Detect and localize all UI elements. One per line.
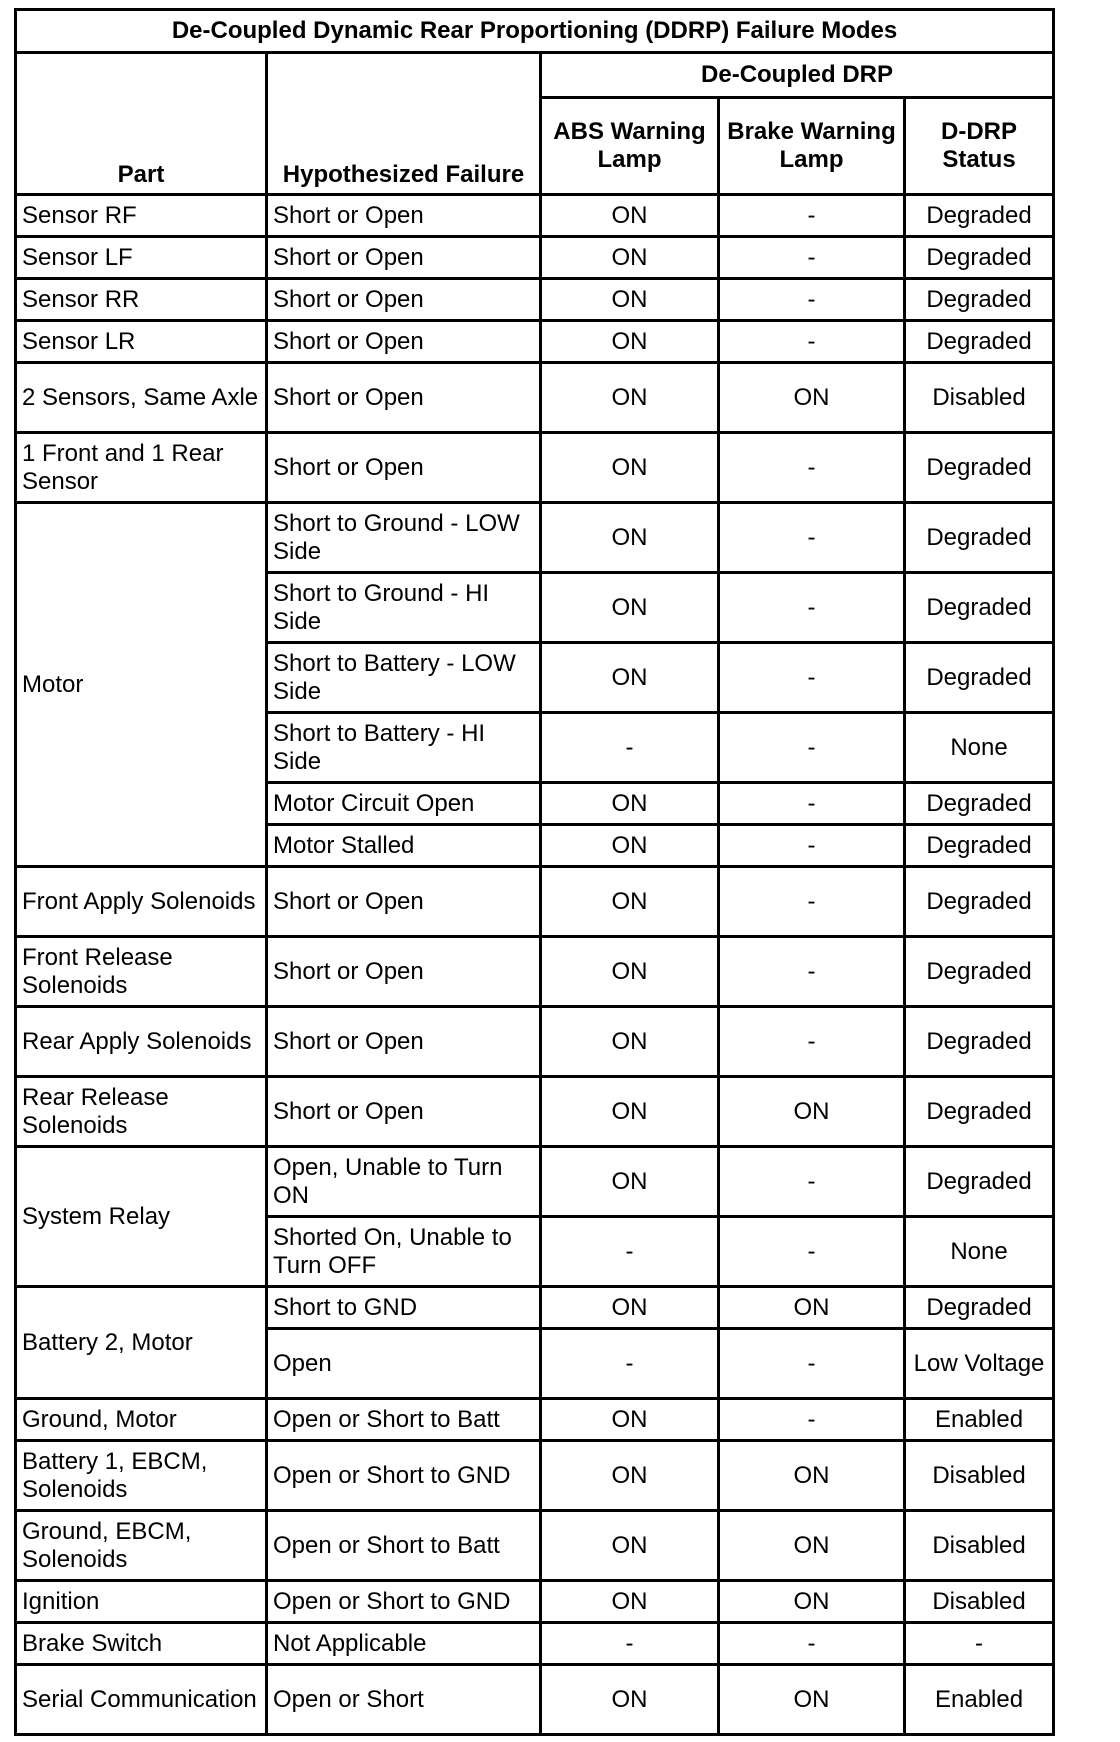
- part-cell: Sensor RR: [16, 279, 267, 321]
- failure-cell: Short or Open: [267, 363, 541, 433]
- brake-lamp-cell: ON: [719, 1581, 905, 1623]
- failure-cell: Open or Short to GND: [267, 1581, 541, 1623]
- failure-cell: Not Applicable: [267, 1623, 541, 1665]
- failure-cell: Open or Short to Batt: [267, 1399, 541, 1441]
- failure-cell: Open: [267, 1329, 541, 1399]
- part-cell: Front Apply Solenoids: [16, 867, 267, 937]
- table-row: [16, 363, 1054, 433]
- abs-lamp-cell: ON: [541, 195, 719, 237]
- failure-cell: Motor Circuit Open: [267, 783, 541, 825]
- part-cell: Ground, EBCM, Solenoids: [16, 1511, 267, 1581]
- abs-lamp-cell: ON: [541, 1399, 719, 1441]
- failure-cell: Short to Battery - LOW Side: [267, 643, 541, 713]
- status-cell: Degraded: [905, 195, 1054, 237]
- table-row: [16, 503, 1054, 573]
- failure-cell: Short or Open: [267, 937, 541, 1007]
- table-row: [16, 937, 1054, 1007]
- table-row: [16, 1623, 1054, 1665]
- abs-lamp-cell: ON: [541, 825, 719, 867]
- abs-lamp-cell: ON: [541, 1147, 719, 1217]
- brake-lamp-cell: -: [719, 279, 905, 321]
- abs-lamp-cell: ON: [541, 1441, 719, 1511]
- status-cell: Enabled: [905, 1399, 1054, 1441]
- part-cell: Ignition: [16, 1581, 267, 1623]
- failure-cell: Short or Open: [267, 237, 541, 279]
- status-cell: Disabled: [905, 1581, 1054, 1623]
- status-cell: Degraded: [905, 643, 1054, 713]
- failure-cell: Open, Unable to Turn ON: [267, 1147, 541, 1217]
- status-cell: Degraded: [905, 867, 1054, 937]
- table-row: [16, 237, 1054, 279]
- part-cell: Sensor RF: [16, 195, 267, 237]
- abs-lamp-cell: ON: [541, 783, 719, 825]
- brake-lamp-cell: -: [719, 937, 905, 1007]
- status-cell: Degraded: [905, 825, 1054, 867]
- column-header-brake-warning-lamp: Brake Warning Lamp: [719, 98, 905, 195]
- failure-cell: Short or Open: [267, 195, 541, 237]
- brake-lamp-cell: -: [719, 321, 905, 363]
- part-cell: Serial Communication: [16, 1665, 267, 1735]
- status-cell: Degraded: [905, 237, 1054, 279]
- table-row: [16, 195, 1054, 237]
- part-cell: Rear Apply Solenoids: [16, 1007, 267, 1077]
- table-row: [16, 1511, 1054, 1581]
- brake-lamp-cell: -: [719, 783, 905, 825]
- part-cell: Sensor LR: [16, 321, 267, 363]
- status-cell: Disabled: [905, 1511, 1054, 1581]
- table-row: [16, 1077, 1054, 1147]
- brake-lamp-cell: -: [719, 573, 905, 643]
- abs-lamp-cell: ON: [541, 503, 719, 573]
- brake-lamp-cell: ON: [719, 363, 905, 433]
- brake-lamp-cell: -: [719, 643, 905, 713]
- status-cell: None: [905, 713, 1054, 783]
- status-cell: Degraded: [905, 1147, 1054, 1217]
- failure-modes-document: [14, 8, 1052, 1736]
- column-header-d-drp-status: D-DRP Status: [905, 98, 1054, 195]
- failure-cell: Open or Short: [267, 1665, 541, 1735]
- status-cell: Degraded: [905, 783, 1054, 825]
- failure-cell: Open or Short to Batt: [267, 1511, 541, 1581]
- abs-lamp-cell: ON: [541, 279, 719, 321]
- status-cell: Enabled: [905, 1665, 1054, 1735]
- brake-lamp-cell: -: [719, 867, 905, 937]
- part-cell: Rear Release Solenoids: [16, 1077, 267, 1147]
- status-cell: Degraded: [905, 1287, 1054, 1329]
- status-cell: None: [905, 1217, 1054, 1287]
- abs-lamp-cell: ON: [541, 867, 719, 937]
- failure-cell: Shorted On, Unable to Turn OFF: [267, 1217, 541, 1287]
- table-title: De-Coupled Dynamic Rear Proportioning (DDRP) Failure Modes: [16, 10, 1054, 53]
- abs-lamp-cell: ON: [541, 1287, 719, 1329]
- abs-lamp-cell: ON: [541, 643, 719, 713]
- abs-lamp-cell: ON: [541, 1077, 719, 1147]
- abs-lamp-cell: -: [541, 713, 719, 783]
- table-row: [16, 1399, 1054, 1441]
- part-cell: Ground, Motor: [16, 1399, 267, 1441]
- table-row: [16, 1581, 1054, 1623]
- table-row: [16, 433, 1054, 503]
- failure-cell: Motor Stalled: [267, 825, 541, 867]
- abs-lamp-cell: ON: [541, 937, 719, 1007]
- brake-lamp-cell: ON: [719, 1511, 905, 1581]
- status-cell: Disabled: [905, 1441, 1054, 1511]
- failure-cell: Short to Ground - HI Side: [267, 573, 541, 643]
- failure-cell: Short or Open: [267, 1007, 541, 1077]
- abs-lamp-cell: -: [541, 1217, 719, 1287]
- status-cell: Degraded: [905, 321, 1054, 363]
- part-cell: Battery 1, EBCM, Solenoids: [16, 1441, 267, 1511]
- part-cell: Battery 2, Motor: [16, 1287, 267, 1399]
- abs-lamp-cell: ON: [541, 363, 719, 433]
- abs-lamp-cell: ON: [541, 1007, 719, 1077]
- abs-lamp-cell: ON: [541, 1581, 719, 1623]
- brake-lamp-cell: ON: [719, 1441, 905, 1511]
- abs-lamp-cell: ON: [541, 433, 719, 503]
- brake-lamp-cell: -: [719, 825, 905, 867]
- part-cell: System Relay: [16, 1147, 267, 1287]
- table-row: [16, 279, 1054, 321]
- status-cell: Degraded: [905, 573, 1054, 643]
- table-row: [16, 867, 1054, 937]
- brake-lamp-cell: -: [719, 503, 905, 573]
- column-header-hypothesized-failure: Hypothesized Failure: [267, 53, 541, 195]
- part-cell: 1 Front and 1 Rear Sensor: [16, 433, 267, 503]
- abs-lamp-cell: ON: [541, 321, 719, 363]
- brake-lamp-cell: ON: [719, 1077, 905, 1147]
- abs-lamp-cell: ON: [541, 1665, 719, 1735]
- brake-lamp-cell: ON: [719, 1665, 905, 1735]
- column-header-part: Part: [16, 53, 267, 195]
- abs-lamp-cell: -: [541, 1623, 719, 1665]
- status-cell: Degraded: [905, 503, 1054, 573]
- table-row: [16, 1287, 1054, 1329]
- brake-lamp-cell: -: [719, 237, 905, 279]
- table-row: [16, 1665, 1054, 1735]
- failure-cell: Short or Open: [267, 867, 541, 937]
- failure-cell: Short or Open: [267, 1077, 541, 1147]
- table-row: [16, 1441, 1054, 1511]
- brake-lamp-cell: -: [719, 433, 905, 503]
- part-cell: Front Release Solenoids: [16, 937, 267, 1007]
- failure-cell: Short or Open: [267, 433, 541, 503]
- brake-lamp-cell: -: [719, 1329, 905, 1399]
- abs-lamp-cell: -: [541, 1329, 719, 1399]
- part-cell: 2 Sensors, Same Axle: [16, 363, 267, 433]
- status-cell: Degraded: [905, 433, 1054, 503]
- status-cell: -: [905, 1623, 1054, 1665]
- part-cell: Sensor LF: [16, 237, 267, 279]
- table-row: [16, 1147, 1054, 1217]
- status-cell: Degraded: [905, 1007, 1054, 1077]
- status-cell: Degraded: [905, 279, 1054, 321]
- brake-lamp-cell: -: [719, 1007, 905, 1077]
- abs-lamp-cell: ON: [541, 1511, 719, 1581]
- table-row: [16, 1007, 1054, 1077]
- abs-lamp-cell: ON: [541, 237, 719, 279]
- status-cell: Degraded: [905, 1077, 1054, 1147]
- column-header-abs-warning-lamp: ABS Warning Lamp: [541, 98, 719, 195]
- status-cell: Degraded: [905, 937, 1054, 1007]
- failure-cell: Short to GND: [267, 1287, 541, 1329]
- failure-cell: Short or Open: [267, 321, 541, 363]
- brake-lamp-cell: -: [719, 1399, 905, 1441]
- table-row: [16, 321, 1054, 363]
- brake-lamp-cell: -: [719, 1217, 905, 1287]
- failure-modes-table: [14, 8, 1055, 1736]
- failure-cell: Short or Open: [267, 279, 541, 321]
- failure-cell: Open or Short to GND: [267, 1441, 541, 1511]
- status-cell: Disabled: [905, 363, 1054, 433]
- status-cell: Low Voltage: [905, 1329, 1054, 1399]
- brake-lamp-cell: -: [719, 1147, 905, 1217]
- part-cell: Motor: [16, 503, 267, 867]
- brake-lamp-cell: -: [719, 195, 905, 237]
- part-cell: Brake Switch: [16, 1623, 267, 1665]
- failure-cell: Short to Battery - HI Side: [267, 713, 541, 783]
- abs-lamp-cell: ON: [541, 573, 719, 643]
- brake-lamp-cell: ON: [719, 1287, 905, 1329]
- brake-lamp-cell: -: [719, 713, 905, 783]
- group-header-de-coupled-drp: De-Coupled DRP: [541, 53, 1054, 98]
- failure-cell: Short to Ground - LOW Side: [267, 503, 541, 573]
- brake-lamp-cell: -: [719, 1623, 905, 1665]
